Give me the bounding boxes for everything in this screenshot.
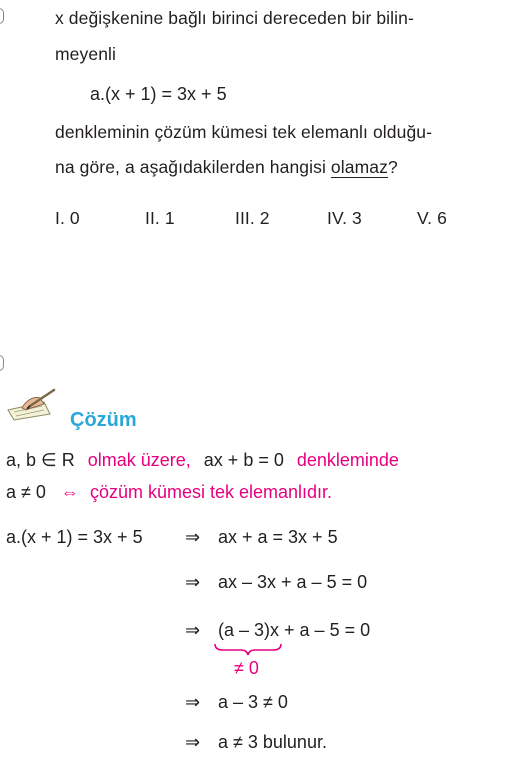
step-1-lhs: a.(x + 1) = 3x + 5 bbox=[6, 527, 143, 547]
brace-note: ≠ 0 bbox=[234, 658, 259, 678]
rule-set-condition: a, b ∈ R bbox=[6, 450, 75, 470]
option-5: V. 6 bbox=[417, 208, 447, 228]
option-1: I. 0 bbox=[55, 208, 80, 228]
rule-pink-text-2: denkleminde bbox=[296, 450, 399, 470]
option-2: II. 1 bbox=[145, 208, 175, 228]
implies-arrow-icon: ⇒ bbox=[185, 572, 201, 592]
implies-arrow-icon: ⇒ bbox=[185, 692, 201, 712]
step-3-group: (a – 3) bbox=[218, 620, 271, 640]
option-3: III. 2 bbox=[235, 208, 270, 228]
implies-arrow-icon: ⇒ bbox=[185, 527, 201, 547]
implies-arrow-icon: ⇒ bbox=[185, 620, 201, 640]
step-3-rhs bbox=[218, 620, 370, 641]
question-equation: a.(x + 1) = 3x + 5 bbox=[90, 84, 227, 104]
step-5-rhs: a ≠ 3 bulunur. bbox=[218, 732, 327, 752]
rule-condition: a ≠ 0 bbox=[6, 482, 46, 502]
question-line-4-prefix: na göre, a aşağıdakilerden hangisi bbox=[55, 157, 331, 177]
question-line-4-suffix: ? bbox=[387, 157, 398, 177]
solution-heading: Çözüm bbox=[70, 409, 137, 431]
step-1-rhs: ax + a = 3x + 5 bbox=[218, 527, 338, 547]
question-line-4 bbox=[55, 157, 398, 178]
step-3-rest: x + a – 5 = 0 bbox=[270, 620, 371, 640]
question-line-3: denkleminin çözüm kümesi tek elemanlı olduğu- bbox=[55, 122, 433, 142]
step-2-rhs: ax – 3x + a – 5 = 0 bbox=[218, 572, 368, 592]
rule-equation: ax + b = 0 bbox=[203, 450, 284, 470]
question-underlined-word: olamaz bbox=[330, 157, 388, 177]
step-4-rhs: a – 3 ≠ 0 bbox=[218, 692, 288, 712]
implies-arrow-icon: ⇒ bbox=[185, 732, 201, 752]
question-line-1: x değişkenine bağlı birinci dereceden bir bilin- bbox=[55, 8, 414, 28]
pencil-writing-icon bbox=[4, 388, 62, 427]
rule-pink-text-1: olmak üzere, bbox=[87, 450, 191, 470]
page-edge-mark bbox=[0, 355, 4, 371]
option-4: IV. 3 bbox=[327, 208, 362, 228]
rule-line-2 bbox=[6, 482, 332, 503]
question-line-2: meyenli bbox=[55, 44, 117, 64]
page-edge-mark bbox=[0, 8, 4, 24]
iff-arrow-icon: ⇔ bbox=[60, 482, 79, 502]
rule-pink-text-3: çözüm kümesi tek elemanlıdır. bbox=[89, 482, 333, 502]
rule-line-1 bbox=[6, 450, 399, 471]
